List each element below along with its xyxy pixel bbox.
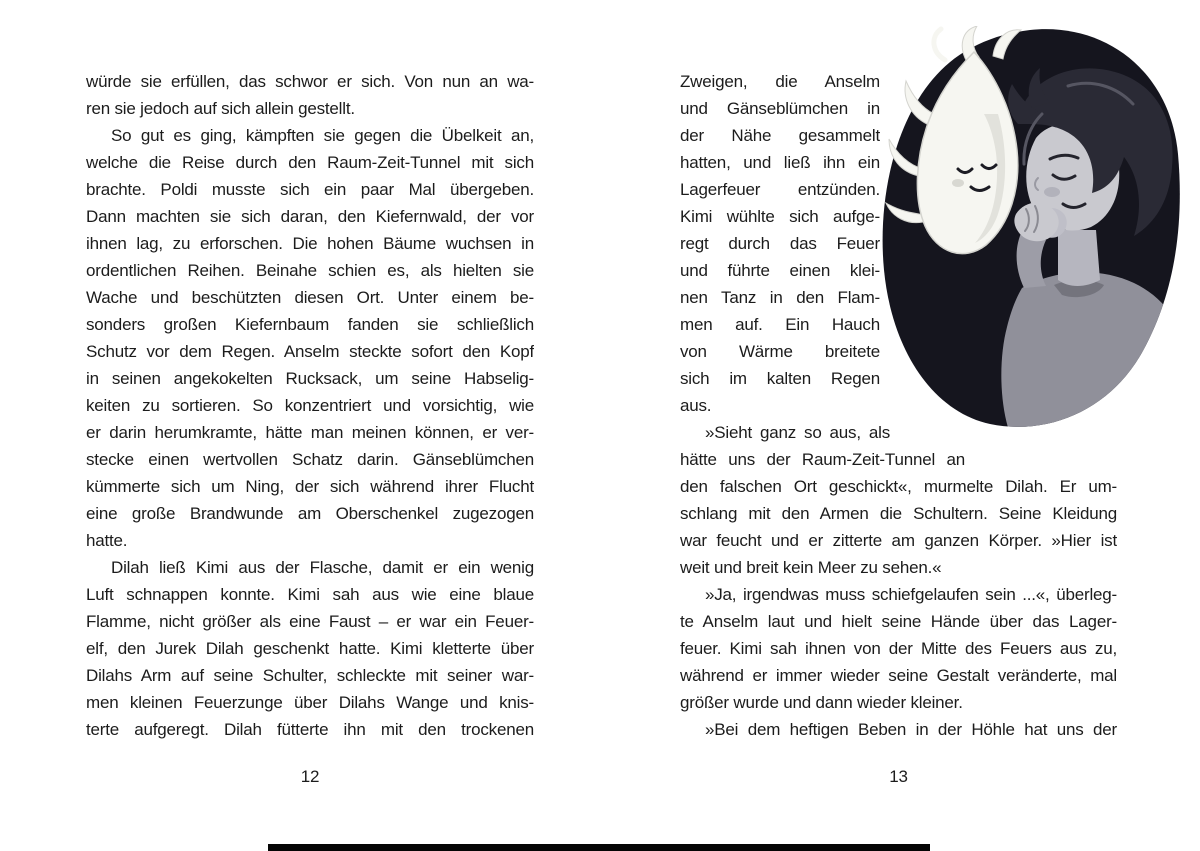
text-line: Luft schnappen konnte. Kimi sah aus wie eine blaue bbox=[86, 585, 534, 604]
text-line: kümmerte sich um Ning, der sich während ihrer Flucht bbox=[86, 477, 534, 496]
text-line: ordentlichen Reihen. Beinahe schien es, als hielten sie bbox=[86, 261, 534, 280]
text-line: der Nähe gesammelt bbox=[680, 126, 880, 145]
text-line: stecke einen wertvollen Schatz darin. Gänseblümchen bbox=[86, 450, 534, 469]
text-line: weit und breit kein Meer zu sehen.« bbox=[680, 558, 942, 577]
text-line: und Gänseblümchen in bbox=[680, 99, 880, 118]
text-line: Kimi wühlte sich aufge- bbox=[680, 207, 880, 226]
text-line: nen Tanz in den Flam- bbox=[680, 288, 880, 307]
left-page bbox=[86, 68, 534, 743]
text-line: keiten zu sortieren. So konzentriert und vorsichtig, wie bbox=[86, 396, 534, 415]
text-line: terte aufgeregt. Dilah fütterte ihn mit den trockenen bbox=[86, 720, 534, 739]
text-line: regt durch das Feuer bbox=[680, 234, 880, 253]
text-line: te Anselm laut und hielt seine Hände über das Lager- bbox=[680, 612, 1117, 631]
text-line: Zweigen, die Anselm bbox=[680, 72, 880, 91]
text-line: men kleinen Feuerzunge über Dilahs Wange und knis- bbox=[86, 693, 534, 712]
text-line: Schutz vor dem Regen. Anselm steckte sofort den Kopf bbox=[86, 342, 534, 361]
page-number: 13 bbox=[889, 767, 908, 786]
text-line: und führte einen klei- bbox=[680, 261, 880, 280]
text-line: größer wurde und dann wieder kleiner. bbox=[680, 693, 963, 712]
text-line: Wache und beschützten diesen Ort. Unter einem be- bbox=[86, 288, 534, 307]
text-line: sich im kalten Regen bbox=[680, 369, 880, 388]
text-line: feuer. Kimi sah ihnen von der Mitte des Feuers aus zu, bbox=[680, 639, 1117, 658]
text-line: brachte. Poldi musste sich ein paar Mal übergeben. bbox=[86, 180, 534, 199]
text-line: schlang mit den Armen die Schultern. Seine Kleidung bbox=[680, 504, 1117, 523]
text-line: hätte uns der Raum-Zeit-Tunnel an bbox=[680, 450, 965, 469]
story-illustration bbox=[872, 26, 1188, 434]
text-line: Flamme, nicht größer als eine Faust – er war ein Feuer- bbox=[86, 612, 534, 631]
text-line: aus. bbox=[680, 396, 712, 415]
page-bottom-edge bbox=[268, 844, 930, 851]
text-line: den falschen Ort geschickt«, murmelte Dilah. Er um- bbox=[680, 477, 1117, 496]
text-line: »Ja, irgendwas muss schiefgelaufen sein ...«, überleg- bbox=[705, 585, 1117, 604]
text-line: ihnen lag, zu erforschen. Die hohen Bäume wuchsen in bbox=[86, 234, 534, 253]
text-line: Dann machten sie sich daran, den Kiefernwald, der vor bbox=[86, 207, 534, 226]
text-line: ren sie jedoch auf sich allein gestellt. bbox=[86, 99, 355, 118]
text-line: welche die Reise durch den Raum-Zeit-Tunnel mit sich bbox=[86, 153, 534, 172]
text-line: Dilahs Arm auf seine Schulter, schleckte mit seiner war- bbox=[86, 666, 534, 685]
text-line: war feucht und er zitterte am ganzen Körper. »Hier ist bbox=[680, 531, 1117, 550]
text-line: »Bei dem heftigen Beben in der Höhle hat uns der bbox=[705, 720, 1117, 739]
text-line: elf, den Jurek Dilah geschenkt hatte. Kimi kletterte über bbox=[86, 639, 534, 658]
text-line: von Wärme breitete bbox=[680, 342, 880, 361]
text-line: in seinen angekokelten Rucksack, um seine Habselig- bbox=[86, 369, 534, 388]
text-line: Lagerfeuer entzünden. bbox=[680, 180, 880, 199]
text-line: eine große Brandwunde am Oberschenkel zugezogen bbox=[86, 504, 534, 523]
text-line: hatte. bbox=[86, 531, 128, 550]
text-line: Dilah ließ Kimi aus der Flasche, damit er ein wenig bbox=[111, 558, 534, 577]
text-line: sonders großen Kiefernbaum fanden sie schließlich bbox=[86, 315, 534, 334]
text-line: würde sie erfüllen, das schwor er sich. Von nun an wa- bbox=[86, 72, 534, 91]
text-line: men auf. Ein Hauch bbox=[680, 315, 880, 334]
text-line: So gut es ging, kämpften sie gegen die Übelkeit an, bbox=[111, 126, 534, 145]
page-number: 12 bbox=[300, 767, 320, 786]
text-line: während er immer wieder seine Gestalt veränderte, mal bbox=[680, 666, 1117, 685]
text-line: er darin herumkramte, hätte man meinen können, er ver- bbox=[86, 423, 534, 442]
text-line: »Sieht ganz so aus, als bbox=[705, 423, 890, 442]
text-line: hatten, und ließ ihn ein bbox=[680, 153, 880, 172]
